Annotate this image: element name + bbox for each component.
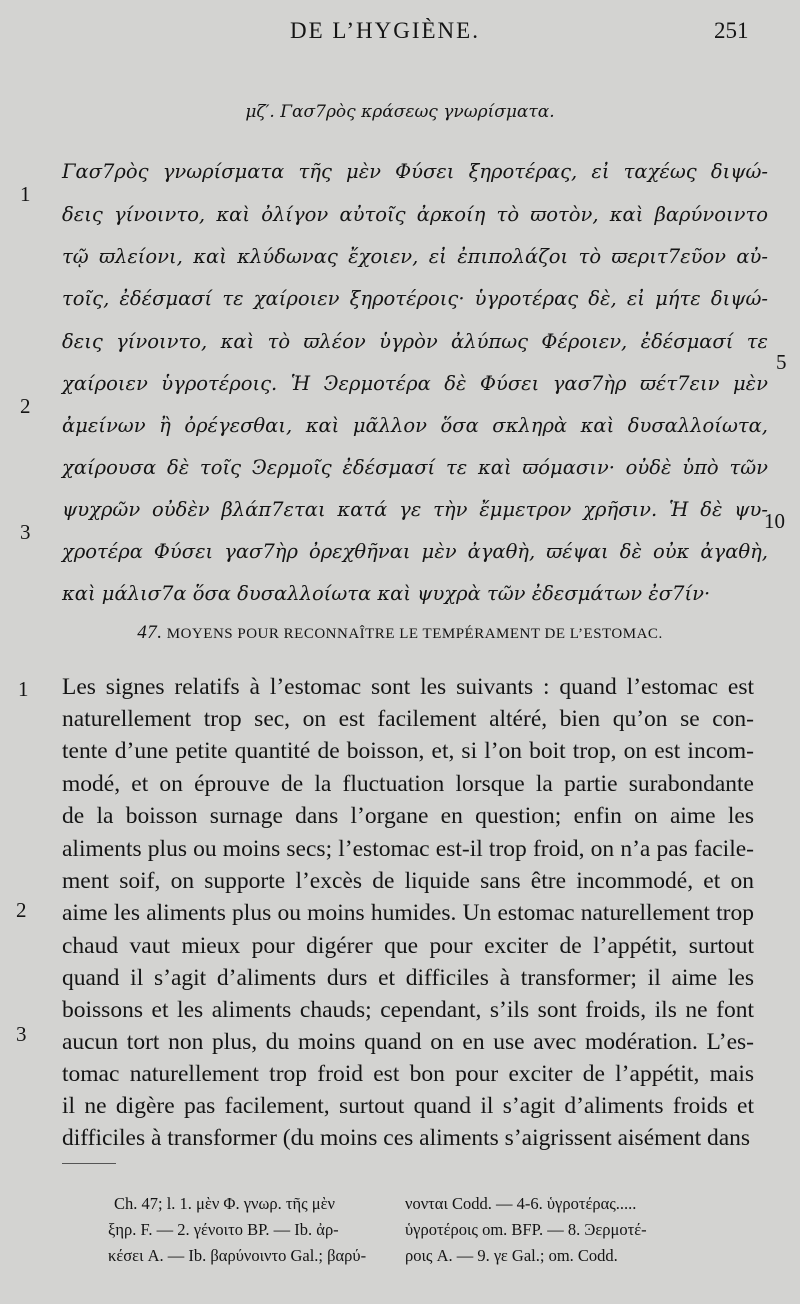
french-line: modé, et on éprouve de la fluctuation lorsque la partie surabondante: [62, 771, 754, 797]
note-line: νονται Codd. — 4-6. ὑγροτέρας.....: [405, 1194, 637, 1213]
french-line: ment soif, on supporte l’excès de liquide sans être incommodé, et on: [62, 868, 754, 894]
french-line: Les signes relatifs à l’estomac sont les suivants : quand l’estomac est: [62, 674, 754, 700]
greek-line-number: 5: [776, 350, 787, 374]
greek-section-number: 1: [20, 182, 31, 206]
footnote-divider: [62, 1163, 116, 1164]
french-line: tomac naturellement trop froid est bon pour exciter de l’appétit, mais: [62, 1061, 754, 1087]
page-number: 251: [714, 18, 749, 43]
greek-chapter-heading: μζ′. Γασ7ρὸς κράσεως γνωρίσματα.: [245, 102, 555, 122]
french-line: aime les aliments plus ou moins humides. Un estomac naturellement trop: [62, 900, 754, 926]
greek-line-number: 10: [764, 509, 785, 533]
greek-line: δεις γίνοιντο, καὶ ὀλίγον αὐτοῖς ἀρκοίη τὸ ϖοτὸν, καὶ βαρύνοιντο: [62, 203, 768, 226]
french-line: tente d’une petite quantité de boisson, et, si l’on boit trop, on est incom-: [62, 738, 754, 764]
french-line: quand il s’agit d’aliments durs et difficiles à transformer; il aime les: [62, 965, 754, 991]
greek-line: ψυχρῶν οὐδὲν βλάπ7εται κατά γε τὴν ἔμμετρον χρῆσιν. Ἡ δὲ ψυ-: [62, 498, 768, 521]
greek-line: τῷ ϖλείονι, καὶ κλύδωνας ἔχοιεν, εἰ ἐπιπολάζοι τὸ ϖεριτ7εῦον αὐ-: [62, 245, 768, 268]
greek-line: καὶ μάλισ7α ὅσα δυσαλλοίωτα καὶ ψυχρὰ τῶν ἐδεσμάτων ἐσ7ίν·: [62, 582, 711, 605]
french-line: aucun tort non plus, du moins quand on en use avec modération. L’es-: [62, 1029, 754, 1055]
french-section-number: 2: [16, 898, 27, 922]
greek-line: Γασ7ρὸς γνωρίσματα τῆς μὲν Φύσει ξηροτέρας, εἰ ταχέως διψώ-: [62, 160, 768, 183]
note-line: ροις A. — 9. γε Gal.; om. Codd.: [405, 1246, 618, 1265]
note-line: Ch. 47; l. 1. μὲν Φ. γνωρ. τῆς μὲν: [114, 1194, 335, 1213]
french-line: aliments plus ou moins secs; l’estomac est-il trop froid, on n’a pas facile-: [62, 836, 754, 862]
french-line: chaud vaut mieux pour digérer que pour exciter de l’appétit, surtout: [62, 933, 754, 959]
french-section-heading: [0, 622, 800, 644]
greek-line: τοῖς, ἐδέσμασί τε χαίροιεν ξηροτέροις· ὑγροτέρας δὲ, εἰ μήτε διψώ-: [62, 287, 768, 310]
section-title: MOYENS POUR RECONNAÎTRE LE TEMPÉRAMENT DE L’ESTOMAC.: [166, 626, 663, 642]
french-section-number: 3: [16, 1022, 27, 1046]
french-line: de la boisson surnage dans l’organe en question; enfin on aime les: [62, 803, 754, 829]
note-line: κέσει A. — Ib. βαρύνοιντο Gal.; βαρύ-: [108, 1246, 367, 1265]
page-header: [0, 18, 800, 52]
french-section-number: 1: [18, 677, 29, 701]
greek-line: χροτέρα Φύσει γασ7ὴρ ὀρεχθῆναι μὲν ἀγαθὴ, ϖέψαι δὲ οὐκ ἀγαθὴ,: [62, 540, 768, 563]
french-line: difficiles à transformer (du moins ces aliments s’aigrissent aisément dans: [62, 1125, 751, 1151]
greek-section-number: 3: [20, 520, 31, 544]
running-title: DE L’HYGIÈNE.: [290, 18, 480, 43]
greek-section-number: 2: [20, 394, 31, 418]
french-line: naturellement trop sec, on est facilement altéré, bien qu’on se con-: [62, 706, 754, 732]
greek-line: ἀμείνων ἢ ὀρέγεσθαι, καὶ μᾶλλον ὅσα σκληρὰ καὶ δυσαλλοίωτα,: [62, 414, 768, 437]
greek-line: δεις γίνοιντο, καὶ τὸ ϖλέον ὑγρὸν ἀλύπως Φέροιεν, ἐδέσμασί τε: [62, 330, 768, 353]
note-line: ὑγροτέροις om. BFP. — 8. Ͽερμοτέ-: [405, 1220, 647, 1239]
french-line: boissons et les aliments chauds; cependant, s’ils sont froids, ils ne font: [62, 997, 754, 1023]
greek-line: χαίρουσα δὲ τοῖς Ͽερμοῖς ἐδέσμασί τε καὶ ϖόμασιν· οὐδὲ ὑπὸ τῶν: [62, 456, 768, 479]
french-line: il ne digère pas facilement, surtout quand il s’agit d’aliments froids et: [62, 1093, 754, 1119]
section-number: 47.: [137, 622, 163, 643]
greek-line: χαίροιεν ὑγροτέροις. Ἡ Ͽερμοτέρα δὲ Φύσει γασ7ὴρ ϖέτ7ειν μὲν: [62, 372, 768, 395]
note-line: ξηρ. F. — 2. γένοιτο BP. — Ib. ἀρ-: [108, 1220, 339, 1239]
